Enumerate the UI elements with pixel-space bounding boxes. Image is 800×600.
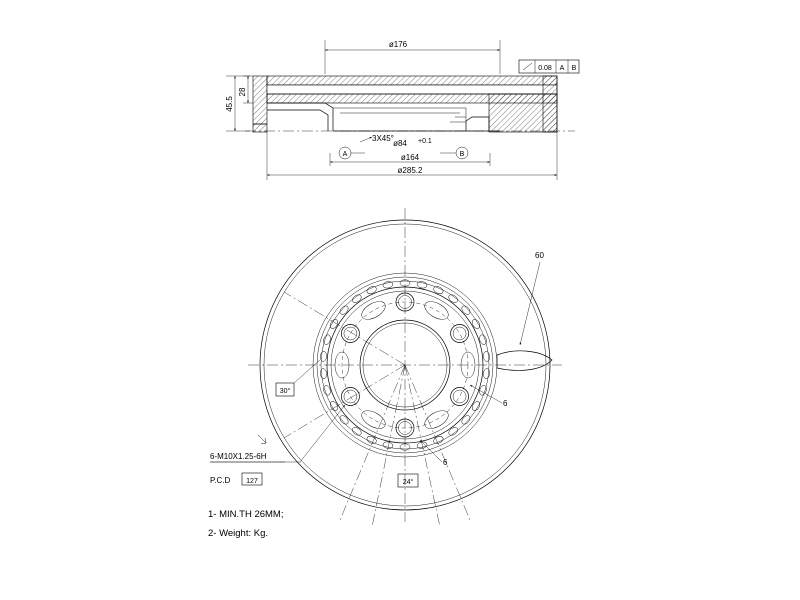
notes-block	[208, 509, 283, 539]
dim-label-full-diameter: ø285.2	[397, 166, 423, 175]
pcd-label: P.C.D	[210, 476, 231, 485]
tolerance-datum-b: B	[571, 65, 577, 72]
dim-outer-diameter	[325, 40, 500, 74]
dim-label-hub-diameter: ø84	[393, 139, 407, 148]
datum-b-label: B	[459, 151, 465, 158]
thread-spec-label: 6-M10X1.25-6H	[210, 452, 267, 461]
angle-construction-lines	[284, 292, 470, 527]
chamfer-leader	[360, 137, 372, 142]
vane-detail-60	[497, 262, 552, 370]
note-item-2: 2- Weight: Kg.	[208, 528, 269, 539]
callout-6-lower-label: 6	[443, 458, 448, 467]
front-face-view	[210, 208, 562, 527]
angle-30-label: 30°	[279, 388, 291, 395]
bolt-hole	[341, 325, 359, 343]
cross-section-view	[225, 40, 579, 180]
section-right-block	[543, 76, 557, 132]
bolt-hole	[451, 325, 469, 343]
angle-24-label: 24°	[402, 479, 414, 486]
callout-6-upper-label: 6	[503, 399, 508, 408]
section-left-flange	[253, 76, 267, 132]
bolt-hole	[451, 388, 469, 406]
dim-label-chamfer: 3X45°	[372, 134, 394, 143]
callout-60-label: 60	[535, 251, 544, 260]
dim-label-mid-diameter: ø164	[400, 153, 420, 162]
tolerance-datum-a: A	[559, 65, 565, 72]
dim-label-outer-diameter: ø176	[388, 40, 408, 49]
note-item-1: 1- MIN.TH 26MM;	[208, 509, 284, 520]
pcd-value: 127	[246, 478, 258, 485]
dim-label-height: 45.5	[225, 96, 234, 112]
tolerance-value: 0.08	[538, 65, 552, 72]
thread-spec-leader	[210, 405, 345, 485]
datum-a-label: A	[342, 151, 348, 158]
dim-label-thickness: 28	[238, 87, 247, 97]
dim-label-hub-tolerance: +0.1	[418, 138, 432, 145]
